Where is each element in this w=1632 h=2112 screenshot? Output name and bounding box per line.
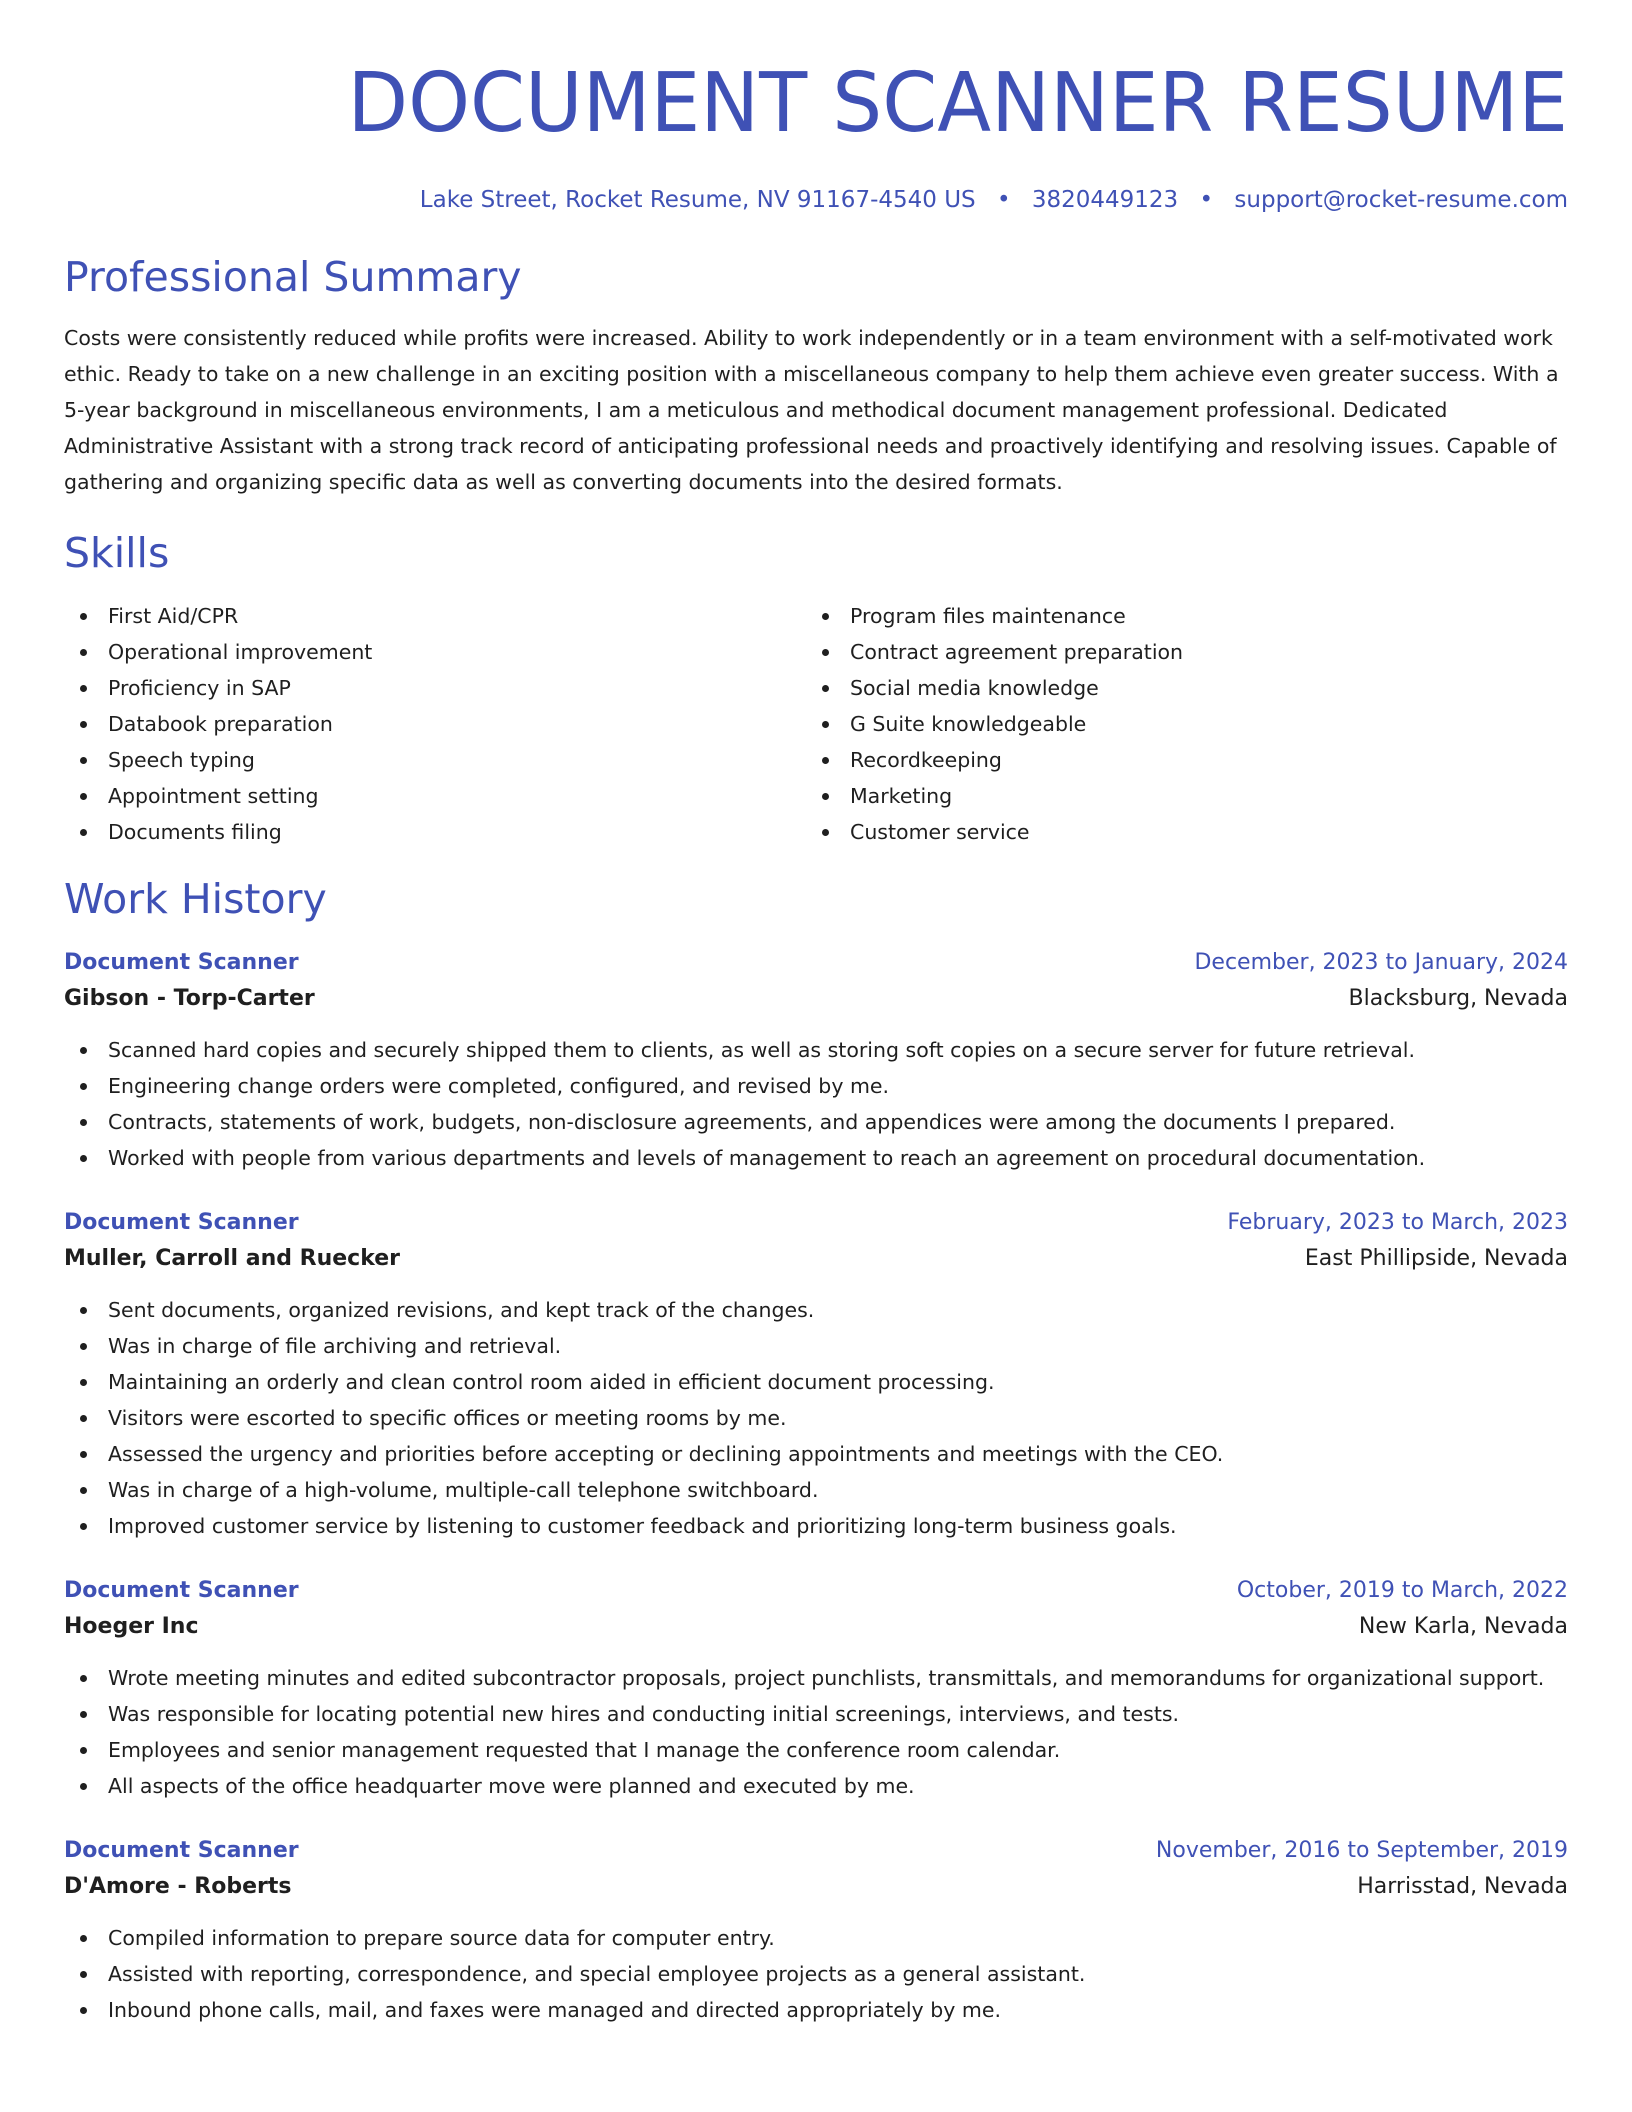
skill-item — [64, 778, 806, 814]
job-duty-item — [64, 1364, 1568, 1400]
skills-section — [64, 528, 1568, 850]
job-duty-item-text: Maintaining an orderly and clean control room aided in efficient document processing. — [108, 1370, 995, 1394]
job-duty-item-text: Employees and senior management requested that I manage the conference room calendar. — [108, 1738, 1061, 1762]
skill-item-text: Databook preparation — [108, 712, 333, 736]
job-duty-item-text: Was responsible for locating potential new hires and conducting initial screenings, interviews, and tests. — [108, 1702, 1180, 1726]
work-history-section — [64, 874, 1568, 2028]
bullet-dot-icon — [822, 721, 829, 728]
skill-item — [806, 634, 1548, 670]
job-duty-item-text: All aspects of the office headquarter move were planned and executed by me. — [108, 1774, 915, 1798]
job-dates: October, 2019 to March, 2022 — [1236, 1578, 1568, 1603]
job-title-row — [64, 1834, 1568, 1868]
job-duty-item-text: Was in charge of file archiving and retrieval. — [108, 1334, 562, 1358]
skill-item — [64, 670, 806, 706]
contact-address: Lake Street, Rocket Resume, NV 91167-4540 US — [419, 187, 976, 213]
skill-item — [64, 742, 806, 778]
job-location: Harrisstad, Nevada — [1357, 1874, 1568, 1899]
bullet-dot-icon — [80, 1451, 87, 1458]
job-title-row — [64, 1574, 1568, 1608]
bullet-dot-icon — [822, 613, 829, 620]
summary-text: Costs were consistently reduced while profits were increased. Ability to work independently or in a team environment with a self-motivated work ethic. Ready to take on a new challenge in an exciting position with a miscellaneous company to help them achieve even greater success. With a 5-year background in miscellaneous environments, I am a meticulous and methodical document management professional. Dedicated Administrative Assistant with a strong track record of anticipating professional needs and proactively identifying and resolving issues. Capable of gathering and organizing specific data as well as converting documents into the desired formats. — [64, 326, 1559, 494]
bullet-dot-icon — [822, 685, 829, 692]
job-duty-item-text: Wrote meeting minutes and edited subcontractor proposals, project punchlists, transmittals, and memorandums for organizational support. — [108, 1666, 1545, 1690]
skill-item-text: Customer service — [850, 820, 1030, 844]
skills-list-right — [806, 598, 1548, 850]
skill-item — [806, 742, 1548, 778]
bullet-dot-icon — [80, 1523, 87, 1530]
skill-item — [64, 814, 806, 850]
skill-item-text: Program files maintenance — [850, 604, 1126, 628]
job-duty-item — [64, 1472, 1568, 1508]
bullet-dot-icon — [80, 1747, 87, 1754]
job-dates: November, 2016 to September, 2019 — [1155, 1838, 1568, 1863]
job-duty-item — [64, 1292, 1568, 1328]
job-duty-item-text: Assisted with reporting, correspondence, and special employee projects as a general assistant. — [108, 1962, 1086, 1986]
job-dates: December, 2023 to January, 2024 — [1194, 950, 1568, 975]
bullet-dot-icon — [80, 829, 87, 836]
job-list — [64, 946, 1568, 2028]
summary-title: Professional Summary — [64, 253, 522, 301]
skills-list-left — [64, 598, 806, 850]
job-duty-item-text: Scanned hard copies and securely shipped them to clients, as well as storing soft copies on a secure server for future retrieval. — [108, 1038, 1416, 1062]
bullet-dot-icon — [80, 1119, 87, 1126]
job-duty-item — [64, 1068, 1568, 1104]
job-entry — [64, 1834, 1568, 2028]
job-title: Document Scanner — [64, 1210, 299, 1235]
resume-header — [64, 0, 1568, 214]
job-duties-list — [64, 1292, 1568, 1544]
job-duty-item — [64, 1140, 1568, 1176]
job-duty-item — [64, 1660, 1568, 1696]
job-duty-item-text: Visitors were escorted to specific offices or meeting rooms by me. — [108, 1406, 787, 1430]
job-title: Document Scanner — [64, 1838, 299, 1863]
skill-item-text: Recordkeeping — [850, 748, 1002, 772]
contact-line — [64, 186, 1568, 214]
bullet-dot-icon — [822, 793, 829, 800]
job-duty-item-text: Assessed the urgency and priorities before accepting or declining appointments and meetings with the CEO. — [108, 1442, 1224, 1466]
job-duties-list — [64, 1032, 1568, 1176]
bullet-dot-icon — [80, 1711, 87, 1718]
contact-phone: 3820449123 — [1031, 187, 1179, 213]
job-company-row — [64, 980, 1568, 1018]
job-title-row — [64, 1206, 1568, 1240]
bullet-dot-icon — [80, 649, 87, 656]
contact-email[interactable]: support@rocket-resume.com — [1234, 187, 1568, 213]
bullet-dot-icon — [80, 1971, 87, 1978]
skill-item-text: Contract agreement preparation — [850, 640, 1184, 664]
skill-item — [64, 706, 806, 742]
job-dates: February, 2023 to March, 2023 — [1227, 1210, 1568, 1235]
bullet-dot-icon — [822, 649, 829, 656]
job-company-row — [64, 1868, 1568, 1906]
work-history-title: Work History — [64, 875, 327, 923]
bullet-dot-icon — [80, 685, 87, 692]
skill-item-text: Operational improvement — [108, 640, 373, 664]
bullet-dot-icon — [822, 757, 829, 764]
job-location: East Phillipside, Nevada — [1304, 1246, 1568, 1271]
job-company-row — [64, 1608, 1568, 1646]
job-duties-list — [64, 1920, 1568, 2028]
job-location: Blacksburg, Nevada — [1348, 986, 1568, 1011]
bullet-dot-icon — [80, 793, 87, 800]
contact-separator: • — [996, 187, 1011, 213]
skill-item-text: Appointment setting — [108, 784, 319, 808]
bullet-dot-icon — [80, 1415, 87, 1422]
skill-item — [806, 706, 1548, 742]
bullet-dot-icon — [80, 1935, 87, 1942]
job-duty-item-text: Engineering change orders were completed, configured, and revised by me. — [108, 1074, 890, 1098]
skill-item-text: Proficiency in SAP — [108, 676, 291, 700]
bullet-dot-icon — [822, 829, 829, 836]
job-duty-item — [64, 1104, 1568, 1140]
job-title: Document Scanner — [64, 1578, 299, 1603]
skill-item — [806, 778, 1548, 814]
resume-name: DOCUMENT SCANNER RESUME — [347, 56, 1569, 151]
skills-column-left — [64, 598, 806, 850]
job-duty-item — [64, 1768, 1568, 1804]
bullet-dot-icon — [80, 613, 87, 620]
job-duty-item — [64, 1992, 1568, 2028]
skills-title: Skills — [64, 529, 170, 577]
bullet-dot-icon — [80, 757, 87, 764]
bullet-dot-icon — [80, 1307, 87, 1314]
job-title: Document Scanner — [64, 950, 299, 975]
skill-item-text: G Suite knowledgeable — [850, 712, 1087, 736]
job-duty-item — [64, 1436, 1568, 1472]
bullet-dot-icon — [80, 2007, 87, 2014]
job-entry — [64, 946, 1568, 1176]
bullet-dot-icon — [80, 1783, 87, 1790]
job-duty-item — [64, 1956, 1568, 1992]
job-company: Gibson - Torp-Carter — [64, 986, 315, 1011]
job-company: Muller, Carroll and Ruecker — [64, 1246, 401, 1271]
skills-column-right — [806, 598, 1548, 850]
job-duty-item — [64, 1400, 1568, 1436]
job-duty-item — [64, 1508, 1568, 1544]
job-duty-item-text: Contracts, statements of work, budgets, non-disclosure agreements, and appendices were among the documents I prepared. — [108, 1110, 1396, 1134]
job-duties-list — [64, 1660, 1568, 1804]
job-entry — [64, 1574, 1568, 1804]
skill-item — [806, 670, 1548, 706]
skill-item — [806, 814, 1548, 850]
skill-item-text: Speech typing — [108, 748, 255, 772]
summary-section — [64, 252, 1568, 500]
skill-item-text: Social media knowledge — [850, 676, 1099, 700]
bullet-dot-icon — [80, 1379, 87, 1386]
job-duty-item — [64, 1732, 1568, 1768]
skill-item-text: Marketing — [850, 784, 953, 808]
bullet-dot-icon — [80, 1343, 87, 1350]
bullet-dot-icon — [80, 1487, 87, 1494]
job-duty-item-text: Was in charge of a high-volume, multiple-call telephone switchboard. — [108, 1478, 819, 1502]
skill-item-text: First Aid/CPR — [108, 604, 239, 628]
bullet-dot-icon — [80, 1155, 87, 1162]
job-duty-item-text: Sent documents, organized revisions, and kept track of the changes. — [108, 1298, 815, 1322]
job-duty-item — [64, 1696, 1568, 1732]
job-duty-item — [64, 1920, 1568, 1956]
job-duty-item — [64, 1328, 1568, 1364]
job-duty-item-text: Improved customer service by listening to customer feedback and prioritizing long-term business goals. — [108, 1514, 1177, 1538]
skill-item-text: Documents filing — [108, 820, 282, 844]
job-entry — [64, 1206, 1568, 1544]
skill-item — [806, 598, 1548, 634]
skill-item — [64, 634, 806, 670]
skill-item — [64, 598, 806, 634]
bullet-dot-icon — [80, 1675, 87, 1682]
bullet-dot-icon — [80, 1047, 87, 1054]
job-title-row — [64, 946, 1568, 980]
contact-separator: • — [1199, 187, 1214, 213]
job-duty-item-text: Compiled information to prepare source data for computer entry. — [108, 1926, 775, 1950]
skills-grid — [64, 598, 1568, 850]
job-duty-item-text: Inbound phone calls, mail, and faxes were managed and directed appropriately by me. — [108, 1998, 1001, 2022]
job-company: D'Amore - Roberts — [64, 1874, 292, 1899]
job-duty-item-text: Worked with people from various departments and levels of management to reach an agreement on procedural documentation. — [108, 1146, 1426, 1170]
bullet-dot-icon — [80, 721, 87, 728]
job-duty-item — [64, 1032, 1568, 1068]
job-company: Hoeger Inc — [64, 1614, 199, 1639]
job-company-row — [64, 1240, 1568, 1278]
job-location: New Karla, Nevada — [1358, 1614, 1568, 1639]
bullet-dot-icon — [80, 1083, 87, 1090]
